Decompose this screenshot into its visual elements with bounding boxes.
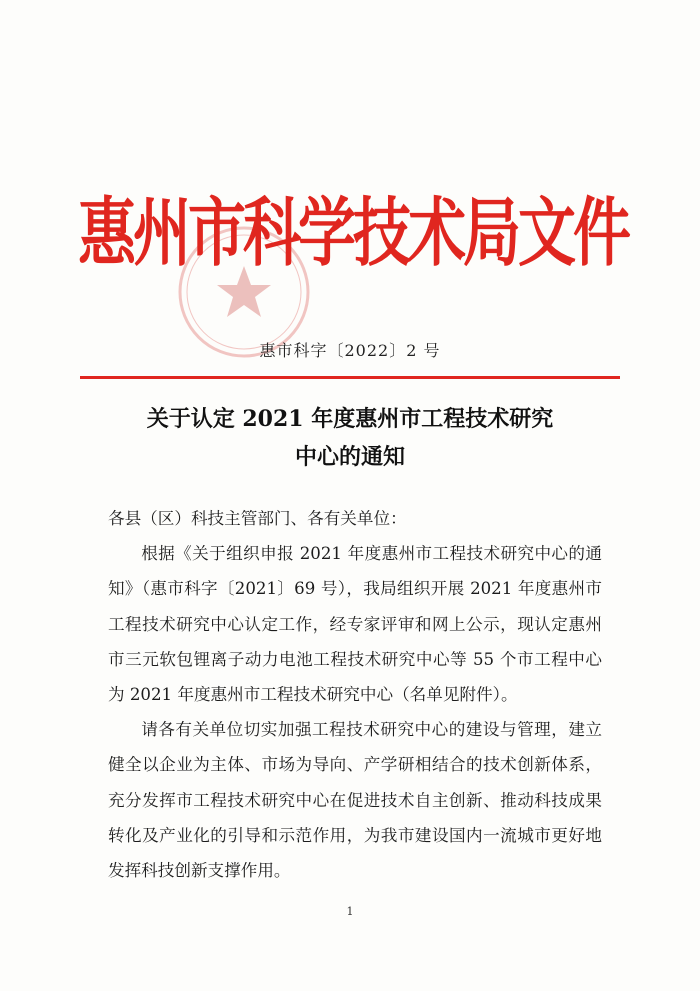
page-number: 1: [346, 905, 354, 918]
notice-title: [0, 400, 700, 476]
notice-body: [108, 501, 602, 888]
notice-title-line-2: 中心的通知: [294, 444, 405, 470]
document-number: 惠市科字〔2022〕2 号: [259, 341, 441, 360]
body-paragraph-1: 根据《关于组织申报 2021 年度惠州市工程技术研究中心的通知》（惠市科字〔2021〕69 号），我局组织开展 2021 年度惠州市工程技术研究中心认定工作，经专家评审和网上公示，现认定惠州市三元软包锂离子动力电池工程技术研究中心等 55 个市工程中心为 2021 年度惠州市工程技术研究中心（名单见附件）。: [108, 544, 602, 705]
red-divider-rule: [80, 376, 620, 379]
addressee-line: 各县（区）科技主管部门、各有关单位：: [108, 509, 407, 528]
issuer-header-title: 惠州市科学技术局文件: [78, 189, 629, 277]
notice-title-line-1: 关于认定 2021 年度惠州市工程技术研究: [146, 406, 554, 432]
body-paragraph-2: 请各有关单位切实加强工程技术研究中心的建设与管理，建立健全以企业为主体、市场为导向、产学研相结合的技术创新体系，充分发挥市工程技术研究中心在促进技术自主创新、推动科技成果转化及产业化的引导和示范作用，为我市建设国内一流城市更好地发挥科技创新支撑作用。: [108, 720, 602, 881]
